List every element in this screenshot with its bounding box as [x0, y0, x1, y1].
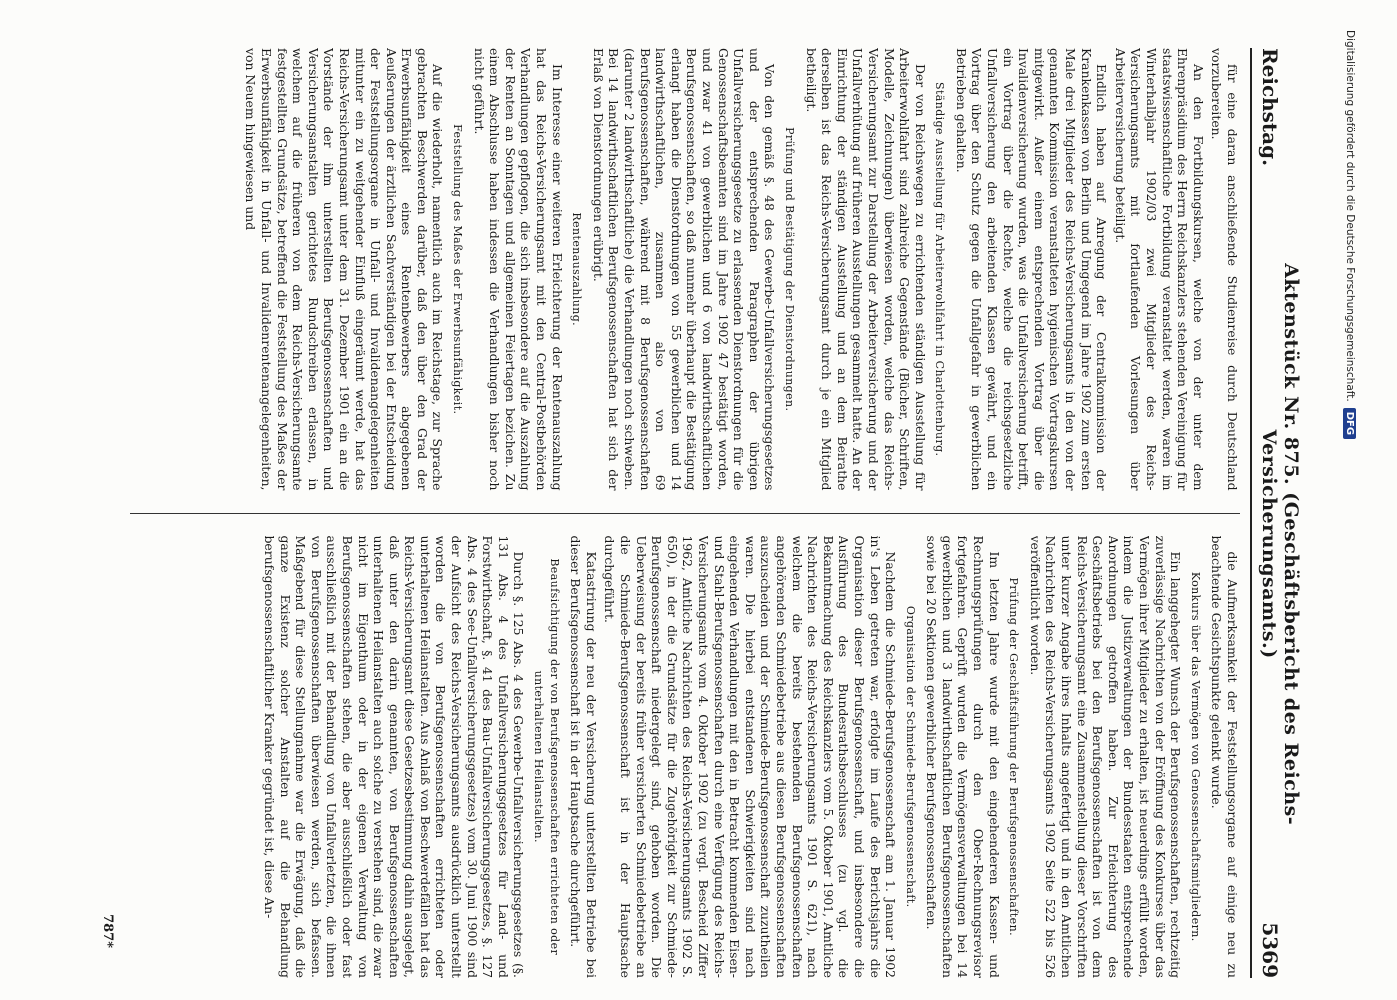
- text-column-right: [130, 536, 1240, 979]
- dfg-note-text: Digitalisierung gefördert durch die Deutsche Forschungsgemeinschaft.: [1344, 30, 1356, 402]
- paragraph: Im Interesse einer weiteren Erleichterung der Rentenauszahlung hat das Reichs-Versicherungsamt mit den Central-Postbehörden Verhandlungen gepflogen, die sich insbesondere auf die Auszahlung der Renten an Sonntagen und allgemeinen Feiertagen bezichen. Zu einem Abschlusse haben indessen die Verhandlungen bisher noch nicht geführt.: [471, 48, 565, 491]
- paragraph: An den Fortbildungskursen, welche von der unter dem Ehrenpräsidium des Herrn Reichskanzlers stehenden Vereinigung für staatswissenschaftliche Fortbildung veranstaltet werden, waren im Winterhalbjahr 1902/03 zwei Mitglieder des Reichs-Versicherungsamts mit fortlaufenden Vorlesungen über Arbeiterversicherung beteiligt.: [1112, 48, 1206, 491]
- paragraph: Auf die wiederholt, namentlich auch im Reichstage, zur Sprache gebrachten Beschwerden darüber, daß den über den Grad der Erwerbsunfähigkeit eines Rentenbewerbers abgegebenen Aeußerungen der ärztlichen Sachverständigen bei der Entscheidung der Feststellungsorgane in Unfall- und Invalidenangelegenheiten mitunter ein zu weitgehender Einfluß eingeräumt werde, hat das Reichs-Versicherungsamt unter dem 31. Dezember 1901 ein an die Vorstände der ihm unterstellten Berufsgenossenschaften und Versicherungsanstalten gerichtetes Rundschreiben erlassen, in welchem auf die früheren von dem Reichs-Versicherungsamte festgestellten Grundsätze, betreffend die Feststellung des Maßes der Erwerbsunfähigkeit in Unfall- und Invalidenrentenangelegenheiten, von Neuem hingewiesen und: [243, 48, 446, 491]
- section-heading: Beaufsichtigung der von Berufsgenossenschaften errichteten oder unterhaltenen Heilanstalten.: [532, 558, 561, 956]
- text-columns: [130, 48, 1240, 978]
- paragraph: für eine daran anschließende Studienreise durch Deutschland vorzubereiten.: [1209, 48, 1240, 491]
- dfg-logo: DFG: [1344, 408, 1357, 439]
- paragraph: Durch §. 125 Abs. 4 des Gewerbe-Unfallversicherungsgesetzes (§. 131 Abs. 4 des Unfallversicherungsgesetzes für Land- und Forstwirthschaft, §. 41 des Bau-Unfallversicherungsgesetzes, §. 127 Abs. 4 des See-Unfallversicherungsgesetzes) vom 30. Juni 1900 sind der Aufsicht des Reichs-Versicherungsamts ausdrücklich unterstellt worden die von Berufsgenossenschaften errichteten oder unterhaltenen Heilanstalten. Aus Anlaß von Beschwerdefällen hat das Reichs-Versicherungsamt diese Gesetzesbestimmung dahin ausgelegt, daß unter den darin genannten, von Berufsgenossenschaften unterhaltenen Heilanstalten auch solche zu verstehen sind, die zwar nicht im Eigenthum oder in der eigenen Verwaltung von Berufsgenossenschaften stehen, die aber ausschließlich oder fast ausschließlich mit der Behandlung von Unfallverletzten, die ihnen von Berufsgenossenschaften überwiesen werden, sich befassen. Maßgebend für diese Stellungnahme war die Erwägung, daß die ganze Existenz solcher Anstalten auf die Behandlung berufsgenossenschaftlicher Kranker gegründet ist, diese An-: [261, 535, 527, 978]
- section-heading: Organisation der Schmiede-Berufsgenossenschaft.: [903, 605, 917, 908]
- section-heading: Ständige Ausstellung für Arbeiterwohlfahrt in Charlottenburg.: [933, 82, 947, 457]
- paragraph: Von den gemäß §. 48 des Gewerbe-Unfallversicherungsgesetzes und der entsprechenden Paragraphen der übrigen Unfallversicherungsgesetze zu erlassenden Dienstordnungen für die Genossenschaftsbeamten sind im Jahre 1902 47 bestätigt worden, und zwar 41 von gewerblichen und 6 von landwirthschaftlichen Berufsgenossenschaften, so daß nunmehr überhaupt die Bestätigung erlangt haben die Dienstordnungen von 55 gewerblichen und 14 landwirthschaftlichen, zusammen also von 69 Berufsgenossenschaften, während mit 8 Berufsgenossenschaften (darunter 2 landwirthschaftliche) die Verhandlungen noch schweben. Bei 14 landwirthschaftlichen Berufsgenossenschaften hat sich der Erlaß von Dienstordnungen erübrigt.: [590, 48, 778, 491]
- dfg-margin-note: [1340, 30, 1360, 990]
- page-number: 5369: [1258, 922, 1282, 978]
- section-heading: Konkurs über das Vermögen von Genossenschaftsmitgliedern.: [1188, 571, 1202, 942]
- section-heading: Feststellung des Maßes der Erwerbsunfähigkeit.: [451, 124, 465, 415]
- rotated-page-content: [100, 48, 1302, 978]
- section-heading: Prüfung der Geschäftsführung der Berufsgenossenschaften.: [1007, 577, 1021, 936]
- header-reichstag: Reichstag.: [1258, 48, 1282, 167]
- header-title: Aktenstück Nr. 875. (Geschäftsbericht des Reichs-Versicherungsamts.): [1258, 263, 1302, 826]
- paragraph: Ein langgehegter Wunsch der Berufsgenossenschaften, rechtzeitig zuverlässige Nachrichten von der Eröffnung des Konkurses über das Vermögen ihrer Mitglieder zu erhalten, ist neuerdings erfüllt worden, indem die Justizverwaltungen der Bundesstaaten entsprechende Anordnungen getroffen haben. Zur Erleichterung des Geschäftsbetriebs bei den Berufsgenossenschaften ist von dem Reichs-Versicherungsamt eine Zusammenstellung dieser Vorschriften unter kurzer Angabe ihres Inhalts angefertigt und in den Amtlichen Nachrichten des Reichs-Versicherungsamts 1902 Seite 522 bis 526 veröffentlicht worden.: [1027, 535, 1184, 978]
- paragraph: die Aufmerksamkeit der Feststellungsorgane auf einige neu zu beachtende Gesichtspunkte gelenkt wurde.: [1209, 535, 1240, 978]
- paragraph: Im letzten Jahre wurde mit den eingehenderen Kassen- und Rechnungsprüfungen durch den Ober-Rechnungsrevisor fortgefahren. Geprüft wurden die Vermögensverwaltungen bei 14 gewerblichen und 3 landwirthschaftlichen Berufsgenossenschaften sowie bei 20 Sektionen gewerblicher Berufsgenossenschaften.: [924, 535, 1002, 978]
- paragraph: Der von Reichswegen zu errichtenden ständigen Ausstellung für Arbeiterwohlfahrt sind zahlreiche Gegenstände (Bücher, Schriften, Modelle, Zeichnungen) überwiesen worden, welche das Reichs-Versicherungsamt zur Darstellung der Arbeiterversicherung und der Unfallverhütung auf früheren Ausstellungen gesammelt hatte. An der Einrichtung der ständigen Ausstellung und an dem Beirathe derselben ist das Reichs-Versicherungsamt durch je ein Mitglied betheiligt.: [803, 48, 928, 491]
- page-header: [1250, 48, 1302, 978]
- section-heading: Prüfung und Bestätigung der Dienstordnungen.: [782, 127, 796, 412]
- signature-mark: 787*: [100, 914, 115, 948]
- paragraph: Nachdem die Schmiede-Berufsgenossenschaft am 1. Januar 1902 in's Leben getreten war, erfolgte im Laufe des Berichtsjahrs die Organisation dieser Berufsgenossenschaft, und insbesondere die Ausführung des Bundesrathsbeschlusses (zu vgl. die Bekanntmachung des Reichskanzlers vom 5. Oktober 1901, Amtliche Nachrichten des Reichs-Versicherungsamts 1901 S. 621), nach welchem die bereits bestehenden Berufsgenossenschaften angehörenden Schmiedebetriebe aus diesen Berufsgenossenschaften auszuscheiden und der Schmiede-Berufsgenossenschaft zuzutheilen waren. Die hierbei entstandenen Schwierigkeiten sind nach eingehenden Verhandlungen mit den in Betracht kommenden Eisen- und Stahl-Berufsgenossenschaften durch eine Verfügung des Reichs-Versicherungsamts vom 4. Oktober 1902 (zu vergl. Bescheid Ziffer 1962, Amtliche Nachrichten des Reichs-Versicherungsamts 1902 S. 650), in der die Grundsätze für die Zugehörigkeit zur Schmiede-Berufsgenossenschaft niedergelegt sind, gehoben worden. Die Ueberweisung der bereits früher versicherten Schmiedebetriebe an die Schmiede-Berufsgenossenschaft ist in der Hauptsache durchgeführt.: [602, 535, 899, 978]
- column-divider: [130, 513, 1240, 514]
- section-heading: Rentenauszahlung.: [570, 212, 584, 327]
- paragraph: Endlich haben auf Anregung der Centralkommission der Krankenkassen von Berlin und Umgegend im Jahre 1902 zum ersten Male drei Mitglieder des Reichs-Versicherungsamts in den von der genannten Kommission veranstalteten hygienischen Vortragskursen mitgewirkt. Außer einem entsprechenden Vortrag über die Invalidenversicherung wurden, was die Unfallversicherung betrifft, ein Vortrag über die Rechte, welche die reichsgesetzliche Unfallversicherung den arbeitenden Klassen gewährt, und ein Vortrag über den Schutz gegen die Unfallgefahr in gewerblichen Betrieben gehalten.: [953, 48, 1110, 491]
- paragraph: Katastrirung der neu der Versicherung unterstellten Betriebe bei dieser Berufsgenossenschaft ist in der Hauptsache durchgeführt.: [568, 535, 599, 978]
- text-column-left: [130, 48, 1240, 491]
